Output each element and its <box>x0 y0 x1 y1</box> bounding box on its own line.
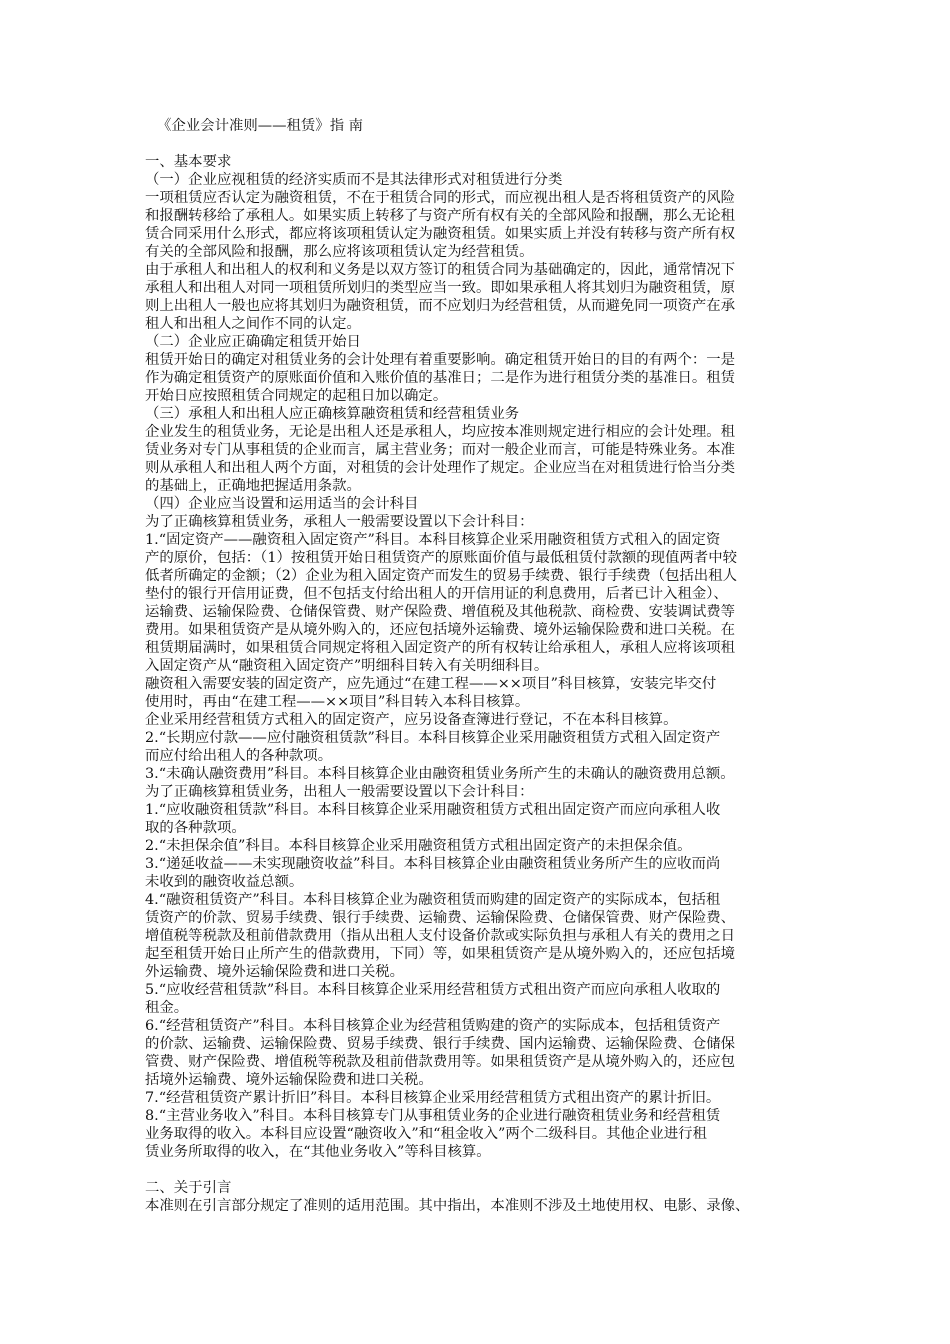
paragraph-line: 未收到的融资收益总额。 <box>145 874 304 890</box>
paragraph-line: 则从承租人和出租人两个方面，对租赁的会计处理作了规定。企业应当在对租赁进行恰当分类 <box>145 460 736 476</box>
document-body <box>145 153 805 1215</box>
paragraph-line: 而应付给出租人的各种款项。 <box>145 748 333 764</box>
paragraph-line: 的基础上，正确地把握适用条款。 <box>145 478 361 494</box>
paragraph-line: 产的原价，包括：（1）按租赁开始日租赁资产的原账面价值与最低租赁付款额的现值两者中较 <box>145 550 737 566</box>
paragraph-line: 本准则在引言部分规定了准则的适用范围。其中指出，本准则不涉及土地使用权、电影、录像、 <box>145 1198 750 1214</box>
document-title: 《企业会计准则——租赁》指 南 <box>157 118 364 134</box>
paragraph-line: 入固定资产从“融资租入固定资产”明细科目转入有关明细科目。 <box>145 658 549 674</box>
paragraph-line: 低者所确定的金额；（2）企业为租入固定资产而发生的贸易手续费、银行手续费（包括出租人 <box>145 568 737 584</box>
paragraph-line: 6.“经营租赁资产”科目。本科目核算企业为经营租赁购建的资产的实际成本，包括租赁资产 <box>145 1018 721 1034</box>
paragraph-line: （四）企业应当设置和运用适当的会计科目 <box>145 496 419 512</box>
section-heading: 二、关于引言 <box>145 1180 232 1196</box>
paragraph-line: 租金。 <box>145 1000 189 1016</box>
paragraph-line: 有关的全部风险和报酬，那么应将该项租赁认定为经营租赁。 <box>145 244 534 260</box>
paragraph-line: 7.“经营租赁资产累计折旧”科目。本科目核算企业采用经营租赁方式租出资产的累计折旧。 <box>145 1090 721 1106</box>
paragraph-line: （三）承租人和出租人应正确核算融资租赁和经营租赁业务 <box>145 406 520 422</box>
paragraph-line: （二）企业应正确确定租赁开始日 <box>145 334 361 350</box>
section-spacer <box>145 1161 805 1179</box>
paragraph-line: 增值税等税款及租前借款费用（指从出租人支付设备价款或实际负担与承租人有关的费用之日 <box>145 928 736 944</box>
paragraph-line: 企业发生的租赁业务，无论是出租人还是承租人，均应按本准则规定进行相应的会计处理。租 <box>145 424 736 440</box>
paragraph-line: 开始日应按照租赁合同规定的起租日加以确定。 <box>145 388 448 404</box>
paragraph-line: 的价款、运输费、运输保险费、贸易手续费、银行手续费、国内运输费、运输保险费、仓储保 <box>145 1036 736 1052</box>
paragraph-line: 承租人和出租人对同一项租赁所划归的类型应当一致。即如果承租人将其划归为融资租赁，原 <box>145 280 736 296</box>
paragraph-line: 作为确定租赁资产的原账面价值和入账价值的基准日；二是作为进行租赁分类的基准日。租赁 <box>145 370 736 386</box>
paragraph-line: 费用。如果租赁资产是从境外购入的，还应包括境外运输费、境外运输保险费和进口关税。在 <box>145 622 736 638</box>
paragraph-line: 租人和出租人之间作不同的认定。 <box>145 316 361 332</box>
paragraph-line: 业务取得的收入。本科目应设置“融资收入”和“租金收入”两个二级科目。其他企业进行租 <box>145 1126 707 1142</box>
paragraph-line: 3.“递延收益——未实现融资收益”科目。本科目核算企业由融资租赁业务所产生的应收而尚 <box>145 856 721 872</box>
paragraph-line: 和报酬转移给了承租人。如果实质上转移了与资产所有权有关的全部风险和报酬，那么无论租 <box>145 208 736 224</box>
paragraph-line: （一）企业应视租赁的经济实质而不是其法律形式对租赁进行分类 <box>145 172 563 188</box>
paragraph-line: 赁资产的价款、贸易手续费、银行手续费、运输费、运输保险费、仓储保管费、财产保险费、 <box>145 910 736 926</box>
paragraph-line: 为了正确核算租赁业务，承租人一般需要设置以下会计科目： <box>145 514 534 530</box>
section-heading: 一、基本要求 <box>145 154 232 170</box>
paragraph-line: 起至租赁开始日止所产生的借款费用，下同）等，如果租赁资产是从境外购入的，还应包括境 <box>145 946 736 962</box>
paragraph-line: 垫付的银行开信用证费，但不包括支付给出租人的开信用证的利息费用，后者已计入租金）、 <box>145 586 728 602</box>
paragraph-line: 融资租入需要安装的固定资产，应先通过“在建工程——××项目”科目核算，安装完毕交付 <box>145 676 717 692</box>
paragraph-line: 运输费、运输保险费、仓储保管费、财产保险费、增值税及其他税款、商检费、安装调试费等 <box>145 604 736 620</box>
paragraph-line: 由于承租人和出租人的权利和义务是以双方签订的租赁合同为基础确定的，因此，通常情况下 <box>145 262 736 278</box>
paragraph-line: 5.“应收经营租赁款”科目。本科目核算企业采用经营租赁方式租出资产而应向承租人收取的 <box>145 982 721 998</box>
paragraph-line: 使用时，再由“在建工程——××项目”科目转入本科目核算。 <box>145 694 530 710</box>
paragraph-line: 赁业务所取得的收入，在“其他业务收入”等科目核算。 <box>145 1144 491 1160</box>
paragraph-line: 则上出租人一般也应将其划归为融资租赁，而不应划归为经营租赁，从而避免同一项资产在承 <box>145 298 736 314</box>
paragraph-line: 3.“未确认融资费用”科目。本科目核算企业由融资租赁业务所产生的未确认的融资费用总额。 <box>145 766 735 782</box>
paragraph-line: 2.“未担保余值”科目。本科目核算企业采用融资租赁方式租出固定资产的未担保余值。 <box>145 838 692 854</box>
paragraph-line: 外运输费、境外运输保险费和进口关税。 <box>145 964 405 980</box>
paragraph-line: 括境外运输费、境外运输保险费和进口关税。 <box>145 1072 433 1088</box>
paragraph-line: 取的各种款项。 <box>145 820 246 836</box>
paragraph-line: 企业采用经营租赁方式租入的固定资产，应另设备查簿进行登记，不在本科目核算。 <box>145 712 678 728</box>
paragraph-line: 管费、财产保险费、增值税等税款及租前借款费用等。如果租赁资产是从境外购入的，还应包 <box>145 1054 736 1070</box>
document-page <box>145 117 805 1215</box>
paragraph-line: 赁合同采用什么形式，都应将该项租赁认定为融资租赁。如果实质上并没有转移与资产所有权 <box>145 226 736 242</box>
paragraph-line: 8.“主营业务收入”科目。本科目核算专门从事租赁业务的企业进行融资租赁业务和经营租赁 <box>145 1108 721 1124</box>
paragraph-line: 2.“长期应付款——应付融资租赁款”科目。本科目核算企业采用融资租赁方式租入固定资产 <box>145 730 721 746</box>
paragraph-line: 租赁期届满时，如果租赁合同规定将租入固定资产的所有权转让给承租人，承租人应将该项租 <box>145 640 736 656</box>
paragraph-line: 租赁开始日的确定对租赁业务的会计处理有着重要影响。确定租赁开始日的目的有两个：一是 <box>145 352 736 368</box>
paragraph-line: 4.“融资租赁资产”科目。本科目核算企业为融资租赁而购建的固定资产的实际成本，包括租 <box>145 892 721 908</box>
paragraph-line: 为了正确核算租赁业务，出租人一般需要设置以下会计科目： <box>145 784 534 800</box>
paragraph-line: 一项租赁应否认定为融资租赁，不在于租赁合同的形式，而应视出租人是否将租赁资产的风险 <box>145 190 736 206</box>
paragraph-line: 赁业务对专门从事租赁的企业而言，属主营业务；而对一般企业而言，可能是特殊业务。本准 <box>145 442 736 458</box>
paragraph-line: 1.“应收融资租赁款”科目。本科目核算企业采用融资租赁方式租出固定资产而应向承租人收 <box>145 802 721 818</box>
paragraph-line: 1.“固定资产——融资租入固定资产”科目。本科目核算企业采用融资租赁方式租入的固定资 <box>145 532 721 548</box>
